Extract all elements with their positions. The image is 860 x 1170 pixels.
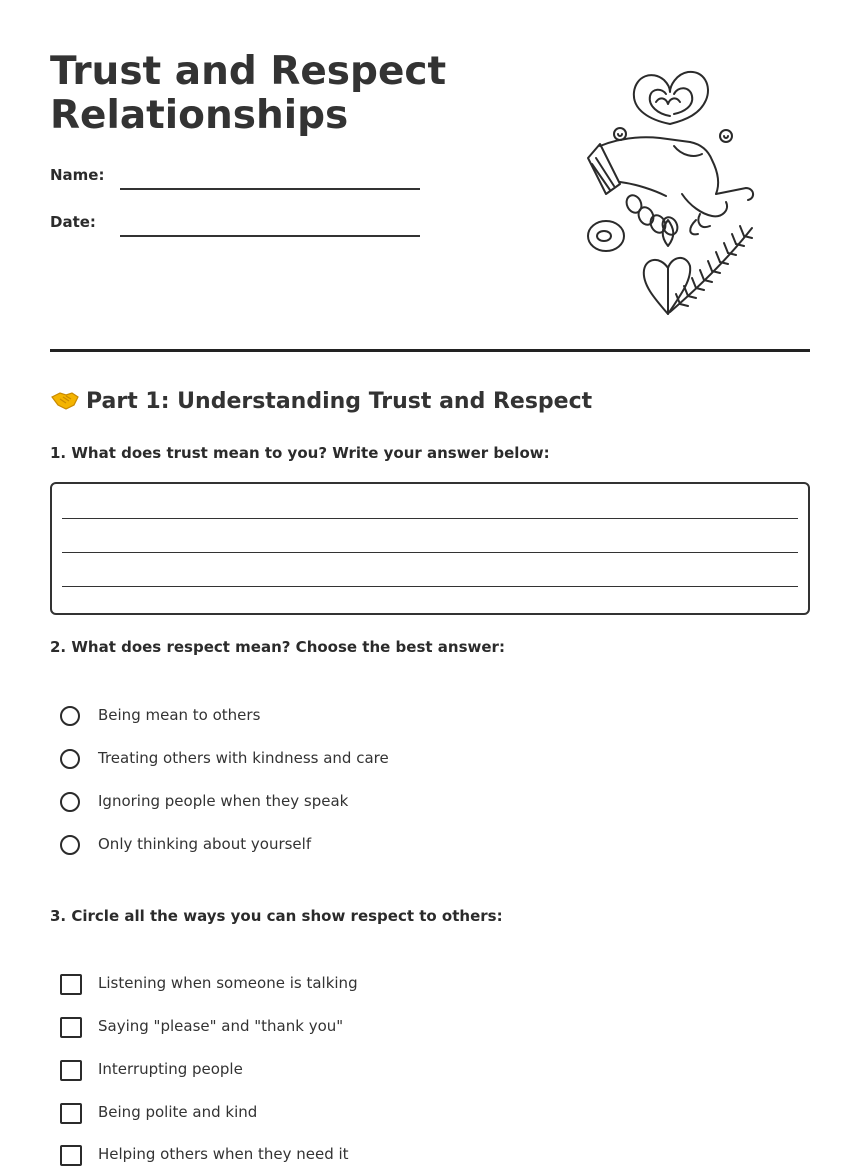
q3-option-label: Saying "please" and "thank you"	[98, 1017, 344, 1035]
q3-option[interactable]	[60, 973, 560, 999]
handshake-heart-fern-illustration	[570, 66, 770, 318]
handshake-emoji-icon	[50, 387, 80, 411]
answer-line[interactable]	[62, 586, 798, 587]
part1-heading	[50, 384, 592, 420]
answer-line[interactable]	[62, 518, 798, 519]
q2-option-label: Being mean to others	[98, 706, 261, 724]
checkbox[interactable]	[60, 1103, 82, 1124]
title-line-1: Trust and Respect	[50, 49, 447, 94]
worksheet-page	[50, 0, 810, 1161]
q3-option-label: Interrupting people	[98, 1060, 243, 1078]
radio-button[interactable]	[60, 706, 80, 726]
date-field[interactable]	[50, 207, 430, 237]
q2-option[interactable]	[60, 705, 560, 731]
checkbox[interactable]	[60, 974, 82, 995]
q3-option-label: Helping others when they need it	[98, 1145, 349, 1163]
radio-button[interactable]	[60, 749, 80, 769]
date-label: Date:	[50, 213, 96, 231]
q2-option[interactable]	[60, 791, 560, 817]
answer-line[interactable]	[62, 552, 798, 553]
q2-option[interactable]	[60, 748, 560, 774]
radio-button[interactable]	[60, 792, 80, 812]
checkbox[interactable]	[60, 1017, 82, 1038]
q2-option-label: Only thinking about yourself	[98, 835, 312, 853]
checkbox[interactable]	[60, 1145, 82, 1166]
q3-option[interactable]	[60, 1059, 560, 1085]
q3-option-label: Being polite and kind	[98, 1103, 258, 1121]
q2-option-label: Ignoring people when they speak	[98, 792, 349, 810]
date-line[interactable]	[120, 235, 420, 237]
header-divider	[50, 349, 810, 352]
answer-box-q1[interactable]	[50, 482, 810, 615]
worksheet-title	[50, 50, 480, 138]
q3-option[interactable]	[60, 1144, 560, 1170]
q3-option[interactable]	[60, 1102, 560, 1128]
name-label: Name:	[50, 166, 105, 184]
name-line[interactable]	[120, 188, 420, 190]
q2-option-label: Treating others with kindness and care	[98, 749, 389, 767]
name-field[interactable]	[50, 160, 430, 190]
q2-option[interactable]	[60, 834, 560, 860]
q3-option-label: Listening when someone is talking	[98, 974, 358, 992]
question-2: 2. What does respect mean? Choose the best answer:	[50, 638, 505, 656]
checkbox[interactable]	[60, 1060, 82, 1081]
q3-option[interactable]	[60, 1016, 560, 1042]
title-line-2: Relationships	[50, 93, 349, 138]
radio-button[interactable]	[60, 835, 80, 855]
part1-heading-text: Part 1: Understanding Trust and Respect	[86, 389, 593, 414]
question-1: 1. What does trust mean to you? Write your answer below:	[50, 444, 550, 462]
question-3: 3. Circle all the ways you can show respect to others:	[50, 907, 503, 925]
